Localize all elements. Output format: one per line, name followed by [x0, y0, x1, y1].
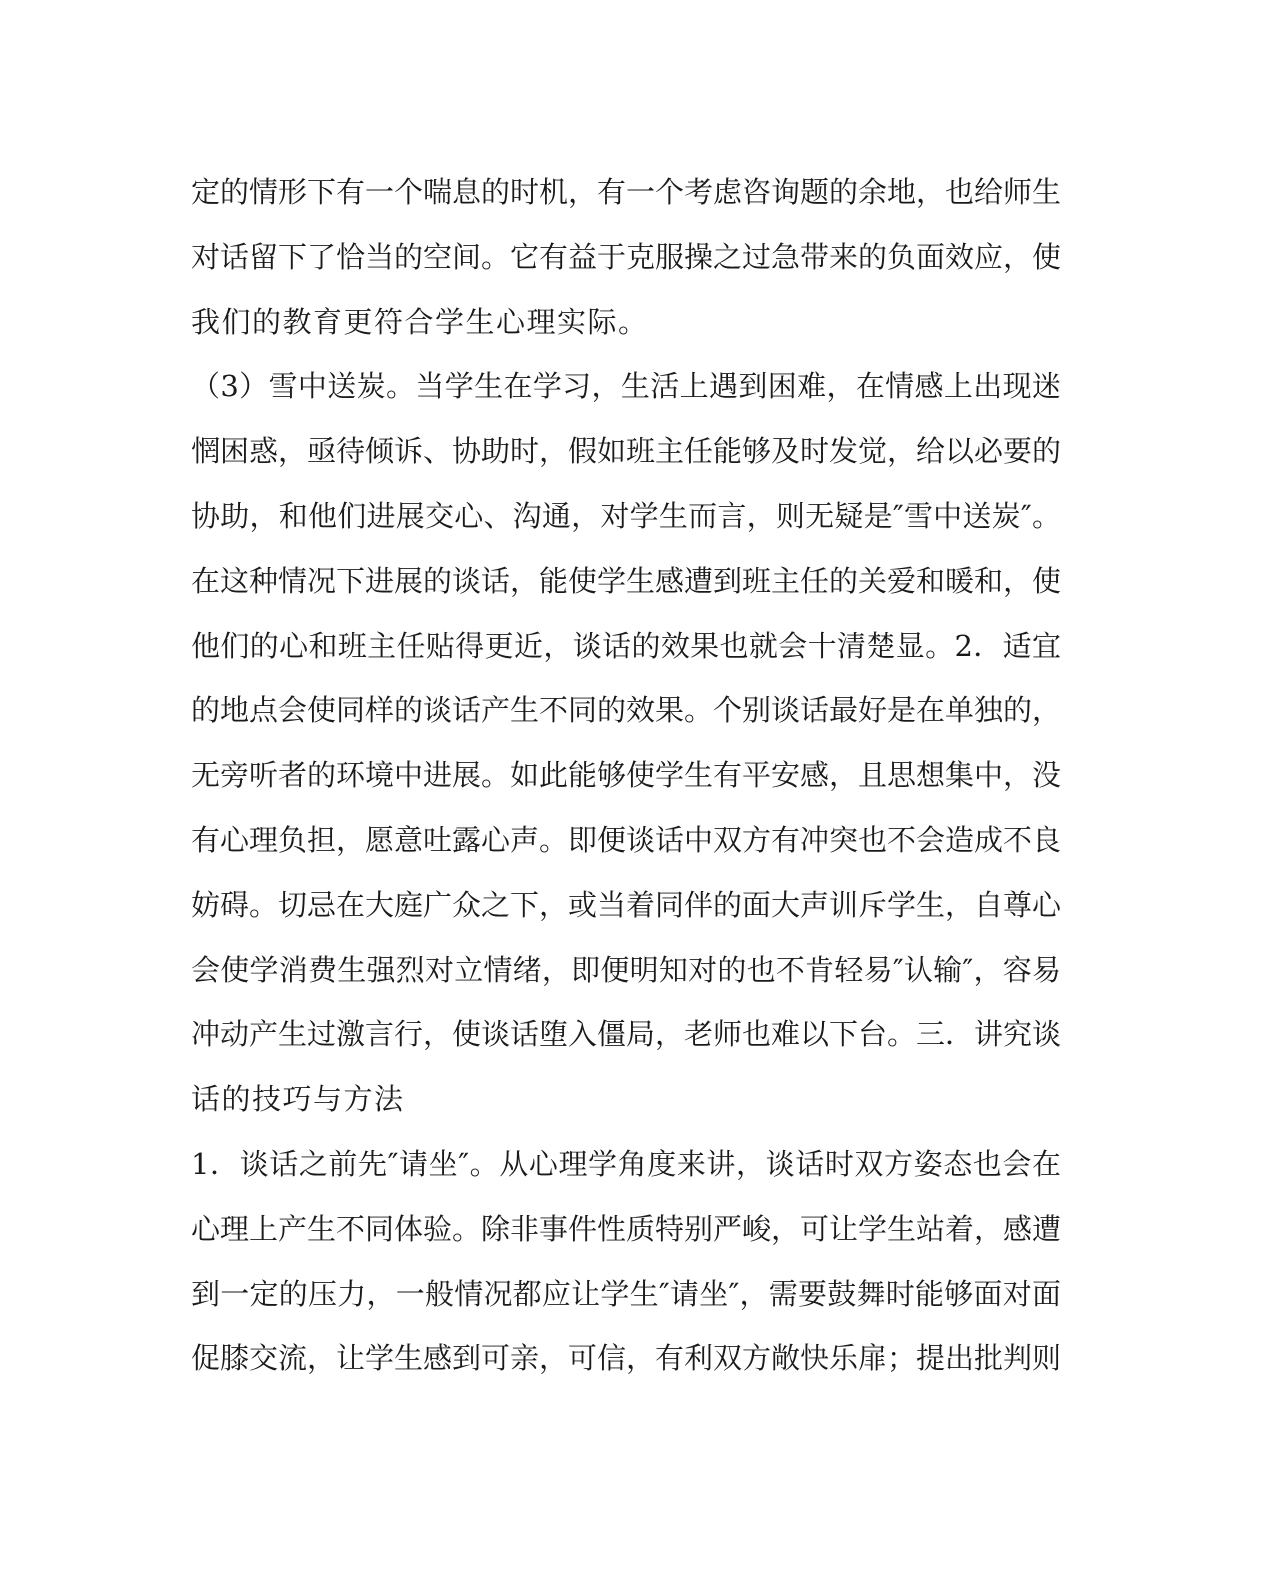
text-line: 1．谈话之前先″请坐″。从心理学角度来讲，谈话时双方姿态也会在	[191, 1146, 1061, 1181]
text-line: 有心理负担，愿意吐露心声。即便谈话中双方有冲突也不会造成不良	[191, 822, 1062, 857]
text-line: 定的情形下有一个喘息的时机，有一个考虑咨询题的余地，也给师生	[191, 175, 1062, 209]
text-line: 惘困惑，亟待倾诉、协助时，假如班主任能够及时发觉，给以必要的	[191, 434, 1062, 469]
text-line: 的地点会使同样的谈话产生不同的效果。个别谈话最好是在单独的，	[191, 693, 1062, 728]
text-line: 我们的教育更符合学生心理实际。	[191, 304, 649, 339]
text-line: 妨碍。切忌在大庭广众之下，或当着同伴的面大声训斥学生，自尊心	[191, 887, 1062, 922]
text-line: 冲动产生过激言行，使谈话堕入僵局，老师也难以下台。三．讲究谈	[191, 1017, 1062, 1052]
text-line: 心理上产生不同体验。除非事件性质特别严峻，可让学生站着，感遭	[191, 1211, 1062, 1246]
text-line: 协助，和他们进展交心、沟通，对学生而言，则无疑是″雪中送炭″。	[191, 498, 1061, 533]
text-line: 无旁听者的环境中进展。如此能够使学生有平安感，且思想集中，没	[191, 758, 1062, 793]
text-line: 到一定的压力，一般情况都应让学生″请坐″，需要鼓舞时能够面对面	[191, 1276, 1061, 1311]
text-line: 在这种情况下进展的谈话，能使学生感遭到班主任的关爱和暖和，使	[191, 563, 1062, 598]
text-line: （3）雪中送炭。当学生在学习，生活上遇到困难，在情感上出现迷	[191, 369, 1061, 404]
text-line: 促膝交流，让学生感到可亲，可信，有利双方敞快乐扉；提出批判则	[191, 1341, 1062, 1376]
text-line: 他们的心和班主任贴得更近，谈话的效果也就会十清楚显。2．适宜	[191, 628, 1061, 663]
text-line: 对话留下了恰当的空间。它有益于克服操之过急带来的负面效应，使	[191, 239, 1062, 274]
text-line: 话的技巧与方法	[191, 1082, 405, 1117]
text-line: 会使学消费生强烈对立情绪，即便明知对的也不肯轻易″认输″，容易	[191, 952, 1061, 987]
body-text	[191, 160, 1061, 1391]
